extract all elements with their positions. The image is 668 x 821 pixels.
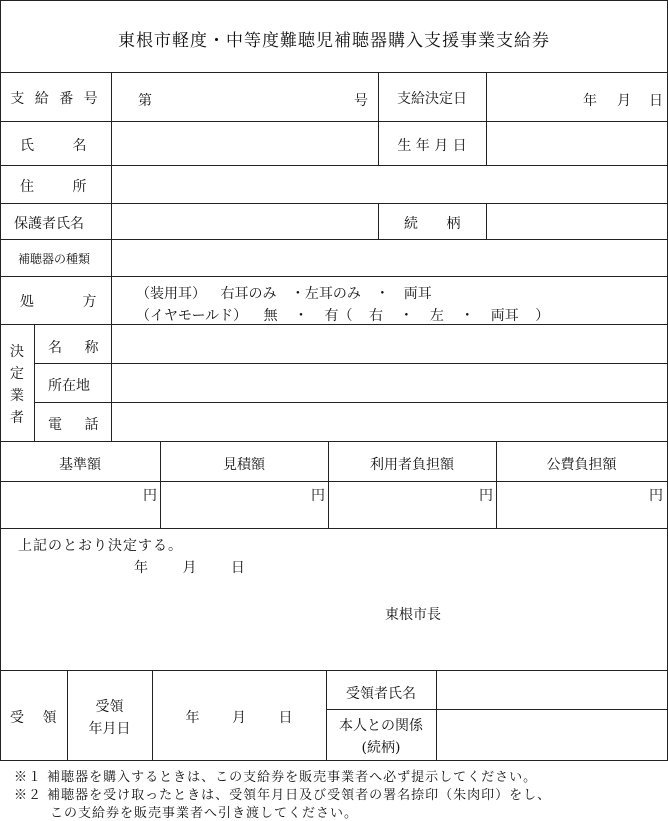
user-burden-unit: 円 — [479, 488, 493, 504]
standard-amount-unit: 円 — [143, 488, 157, 504]
rule — [0, 276, 668, 277]
rule — [436, 670, 437, 760]
rule — [34, 324, 35, 441]
hearing-aid-type-label: 補聴器の種類 — [18, 252, 91, 266]
receipt-date-label-line1: 受領 — [95, 699, 124, 715]
decision-date-year: 年 — [583, 93, 597, 109]
border-left — [0, 0, 1, 760]
decision-statement-date: 年 月 日 — [134, 560, 245, 576]
name-label: 氏 名 — [20, 138, 87, 154]
decision-date-day: 日 — [649, 93, 663, 109]
issue-number-suffix: 号 — [354, 93, 368, 109]
border-top — [0, 0, 668, 1]
receipt-date-value: 年 月 日 — [185, 710, 293, 726]
decision-date-label: 支給決定日 — [397, 91, 467, 107]
issue-number-label: 支 給 番 号 — [10, 91, 101, 107]
public-burden-unit: 円 — [649, 488, 663, 504]
rule — [0, 203, 668, 204]
rule — [378, 203, 379, 239]
rule — [326, 709, 668, 710]
birthdate-label: 生 年 月 日 — [397, 138, 467, 154]
rule — [0, 670, 668, 671]
rule — [0, 239, 668, 240]
decision-statement: 上記のとおり決定する。 — [18, 538, 183, 554]
rule — [111, 72, 112, 441]
issue-number-prefix: 第 — [138, 93, 152, 109]
rule — [0, 441, 668, 442]
relationship-label: 続 柄 — [404, 216, 461, 232]
rule — [486, 72, 487, 165]
decision-date-month: 月 — [617, 93, 631, 109]
prescription-earmold-options: （イヤモールド） 無 ・ 有（ 右 ・ 左 ・ 両耳 ） — [136, 308, 550, 324]
guardian-name-label: 保護者氏名 — [14, 216, 84, 232]
rule — [0, 121, 668, 122]
rule — [0, 165, 668, 166]
rule — [486, 203, 487, 239]
relationship-to-person-sublabel: (続柄) — [361, 740, 401, 756]
relationship-to-person-label: 本人との関係 — [339, 718, 423, 734]
receipt-date-label-line2: 年月日 — [88, 721, 131, 737]
rule — [0, 528, 668, 529]
prescription-ear-options: （装用耳） 右耳のみ ・左耳のみ ・ 両耳 — [136, 286, 432, 302]
address-label: 住 所 — [20, 179, 87, 195]
footnote-2: ※２ 補聴器を受け取ったときは、受領年月日及び受領者の署名捺印（朱肉印）をし、 — [14, 788, 552, 803]
receipt-label: 受 領 — [10, 710, 57, 726]
user-burden-header: 利用者負担額 — [370, 457, 454, 473]
vendor-group-label: 決定業者 — [10, 344, 24, 426]
prescription-label: 処 方 — [20, 294, 97, 310]
estimate-amount-unit: 円 — [311, 488, 325, 504]
public-burden-header: 公費負担額 — [546, 457, 617, 473]
footnote-2-continued: この支給券を販売事業者へ引き渡してください。 — [50, 806, 359, 821]
footnote-1: ※１ 補聴器を購入するときは、この支給券を販売事業者へ必ず提示してください。 — [14, 770, 538, 785]
rule — [34, 363, 668, 364]
standard-amount-header: 基準額 — [59, 457, 101, 473]
estimate-amount-header: 見積額 — [223, 457, 265, 473]
vendor-location-label: 所在地 — [48, 378, 90, 394]
vendor-phone-label: 電 話 — [48, 417, 99, 433]
rule — [0, 72, 668, 73]
vendor-name-label: 名 称 — [48, 340, 99, 356]
mayor-signature: 東根市長 — [385, 607, 441, 623]
rule — [0, 481, 668, 482]
rule — [34, 402, 668, 403]
border-bottom — [0, 760, 668, 761]
document-title: 東根市軽度・中等度難聴児補聴器購入支援事業支給券 — [118, 31, 550, 51]
receiver-name-label: 受領者氏名 — [346, 686, 416, 702]
